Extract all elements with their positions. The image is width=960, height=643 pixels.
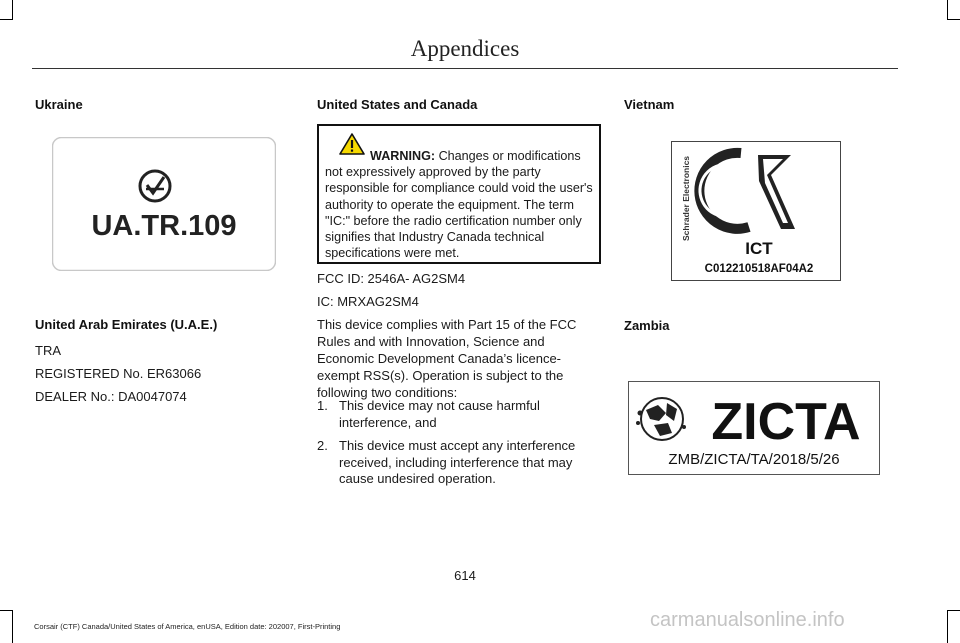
- ukraine-heading: Ukraine: [35, 97, 83, 112]
- vietnam-code: C012210518AF04A2: [704, 263, 814, 275]
- page-title: Appendices: [410, 36, 520, 61]
- zambia-heading: Zambia: [624, 318, 670, 333]
- compliance-statement: This device complies with Part 15 of the FCC Rules and with Innovation, Science and Economic Development Canada’s licence-exempt RSS(s). Operation is subject to the following two conditions:: [317, 317, 577, 400]
- conditions-list: [317, 398, 601, 495]
- zambia-logo-text: ZICTA: [711, 393, 861, 451]
- uae-line-dealer: DEALER No.: DA0047074: [35, 389, 187, 404]
- usa-canada-heading: United States and Canada: [317, 97, 478, 112]
- zambia-code: ZMB/ZICTA/TA/2018/5/26: [668, 451, 840, 468]
- crop-mark: [947, 610, 948, 643]
- uae-line-registered: REGISTERED No. ER63066: [35, 366, 202, 381]
- vietnam-ict-text: ICT: [745, 239, 773, 258]
- warning-label: WARNING:: [370, 149, 436, 163]
- crop-mark: [0, 19, 13, 20]
- vietnam-ict-mark: [671, 141, 841, 286]
- header-rule: [32, 68, 898, 69]
- list-number: 1.: [317, 398, 328, 413]
- watermark: carmanualsonline.info: [650, 609, 845, 631]
- crop-mark: [12, 0, 13, 20]
- crop-mark: [12, 610, 13, 643]
- list-text: This device must accept any interference received, including interference that may cause undesired operation.: [339, 438, 576, 486]
- warning-box: [317, 124, 601, 264]
- ukraine-conformity-mark: [52, 137, 276, 276]
- uae-heading: United Arab Emirates (U.A.E.): [35, 317, 218, 332]
- warning-text-block: [325, 148, 595, 261]
- ukraine-mark-text: UA.TR.109: [91, 210, 237, 242]
- zambia-zicta-mark: [628, 381, 880, 480]
- uae-line-tra: TRA: [35, 343, 61, 358]
- list-number: 2.: [317, 438, 328, 453]
- vietnam-heading: Vietnam: [624, 97, 675, 112]
- ic-number: IC: MRXAG2SM4: [317, 294, 419, 309]
- vietnam-side-text: Schrader Electronics: [681, 155, 691, 241]
- crop-mark: [947, 19, 960, 20]
- list-item: [317, 398, 601, 431]
- warning-text: Changes or modifications not expressively approved by the party responsible for compliance could void the user's authority to operate the equipment. The term "IC:" before the radio certification number only signifies that Industry Canada technical specifications were met.: [325, 149, 593, 261]
- list-item: [317, 438, 601, 488]
- footer-text: Corsair (CTF) Canada/United States of America, enUSA, Edition date: 202007, First-Printing: [34, 622, 341, 631]
- crop-mark: [947, 610, 960, 611]
- list-text: This device may not cause harmful interference, and: [339, 398, 540, 430]
- crop-mark: [0, 610, 13, 611]
- page-number: 614: [454, 568, 476, 583]
- fcc-id: FCC ID: 2546A- AG2SM4: [317, 271, 466, 286]
- crop-mark: [947, 0, 948, 20]
